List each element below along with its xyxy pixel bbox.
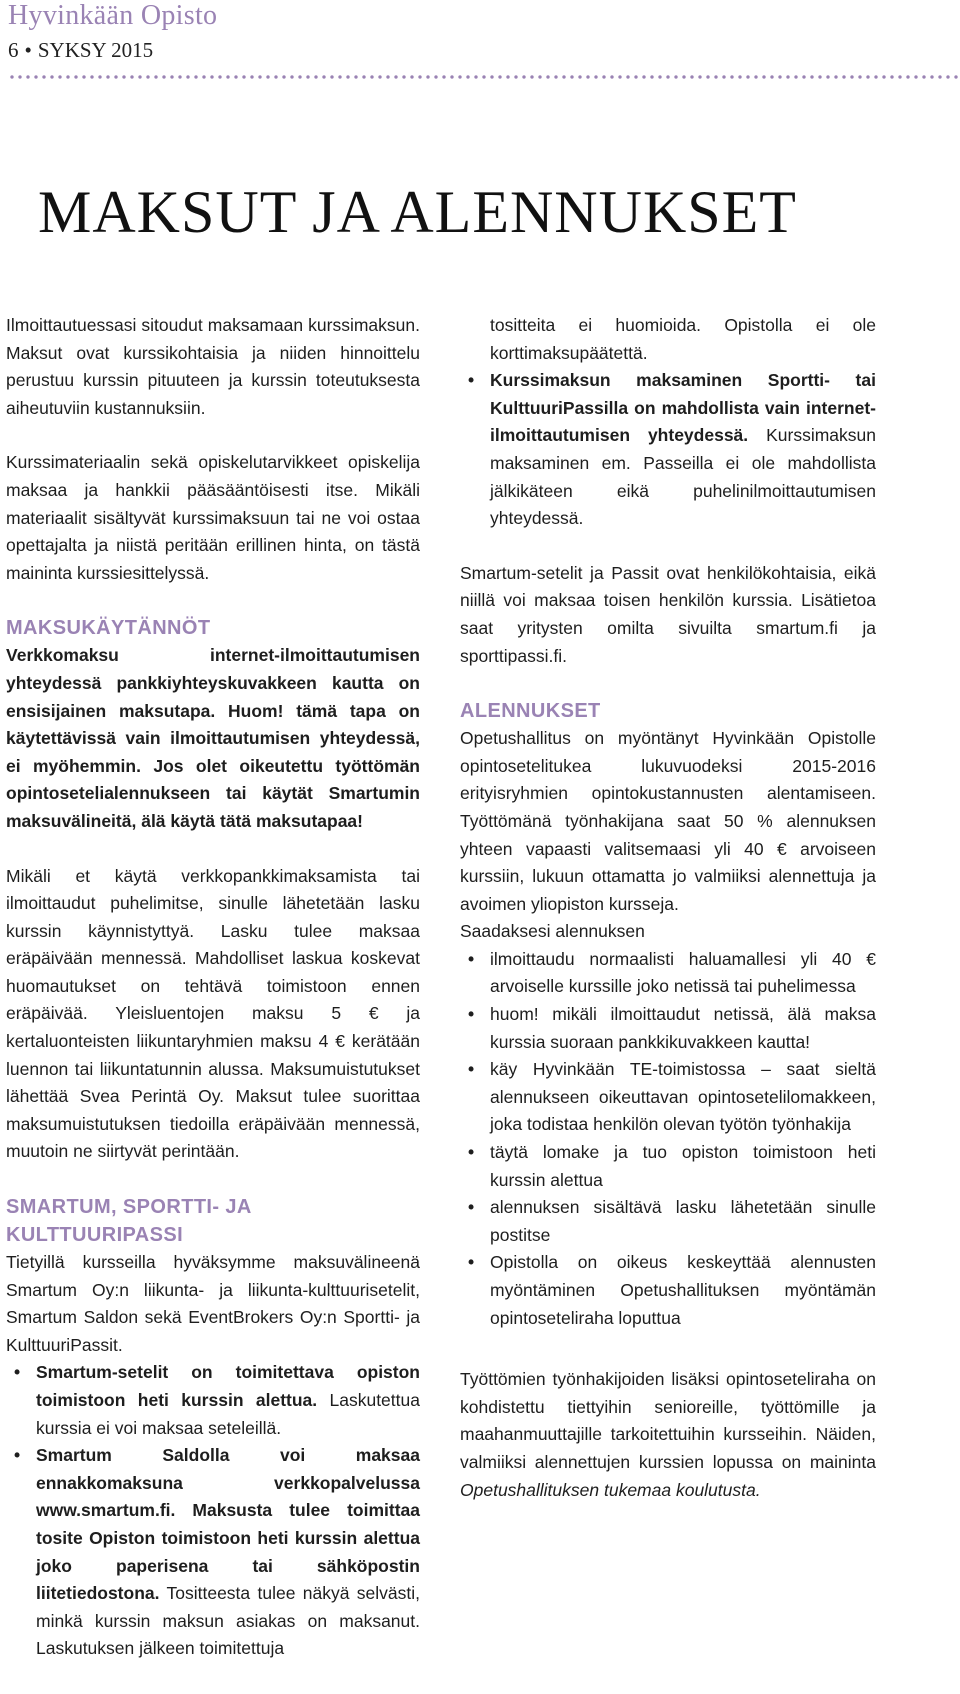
page-header [8,0,952,80]
dotted-divider [8,74,960,80]
bullet-bold-text: Smartum-setelit on toimitettava opiston toimistoon heti kurssin alettua. [36,1362,420,1410]
discount-steps-list [460,946,876,1332]
invoice-paragraph: Mikäli et käytä verkkopankkimaksamista tai ilmoittaudut puhelimitse, sinulle lähetetään lasku kurssin käynnistyttyä. Lasku tulee maksaa eräpäivään mennessä. Mahdolliset laskua koskevat huomautukset on tehtävä toimistoon ennen eräpäivää. Yleisluentojen maksu 5 € ja kertaluonteisten liikuntaryhmien maksu 4 € kerätään luennon tai liikuntatunnin alussa. Maksumuistutukset lähettää Svea Perintä Oy. Maksut tulee suorittaa maksumuistutuksen tiedoilla eräpäivään mennessä, muutoin ne siirtyvät perintään. [6,865,420,1162]
list-item [460,1249,876,1332]
bullet-text: Kurssimaksun maksaminen em. Passeilla ei ole mahdollista jälkikäteen eikä puhelinilmoittautumisen yhteydessä. [490,425,876,529]
bullet-icon: • [14,1362,21,1383]
smartum-personal-paragraph: Smartum-setelit ja Passit ovat henkilökohtaisia, eikä niillä voi maksaa toisen henkilön kurssia. Lisätietoa saat yritysten omilta sivuilta smartum.fi ja sporttipassi.fi. [460,562,876,666]
bullet-icon: • [468,1059,475,1080]
bullet-text: Laskutettua kurssia ei voi maksaa seteleillä. [36,1390,420,1438]
bullet-text: käy Hyvinkään TE-toimistossa – saat sieltä alennukseen oikeuttavan opintosetelilomakkeen, joka todistaa henkilön olevan työtön työnhakija [490,1059,876,1135]
bullet-icon: • [468,1197,475,1218]
right-column [460,312,876,1504]
bullet-icon: • [468,1252,475,1273]
list-item [6,1359,420,1442]
smartum-bullet-list [6,1359,420,1663]
closing-italic-text: Opetushallituksen tukemaa koulutusta. [460,1479,761,1500]
continued-bullet-list [460,312,876,533]
brand-name: Hyvinkään Opisto [8,0,218,31]
page-title: MAKSUT JA ALENNUKSET [38,179,797,245]
list-item [6,1442,420,1663]
list-item [460,946,876,1001]
heading-line-2: KULTTUURIPASSI [6,1224,184,1247]
bullet-text: huom! mikäli ilmoittaudut netissä, älä maksa kurssia suoraan pankkikuvakkeen kautta! [490,1004,876,1052]
bullet-text: Opistolla on oikeus keskeyttää alennusten myöntäminen Opetushallituksen myöntämän opintoseteliraha loputtua [490,1252,876,1328]
closing-paragraph [460,1366,876,1504]
payment-method-notice: Verkkomaksu internet-ilmoittautumisen yhteydessä pankkiyhteyskuvakkeen kautta on ensisijainen maksutapa. Huom! tämä tapa on käytettävissä vain ilmoittautumisen yhteydessä, ei myöhemmin. Jos olet oikeutettu työttömän opintosetelialennukseen tai käytät Smartumin maksuvälineitä, älä käytä tätä maksutapaa! [6,645,420,831]
section-heading-maksukaytannot: MAKSUKÄYTÄNNÖT [6,617,211,640]
bullet-icon: • [14,1445,21,1466]
bullet-bold-text: Smartum Saldolla voi maksaa ennakkomaksuna verkkopalvelussa www.smartum.fi. Maksusta tulee toimittaa tosite Opiston toimistoon heti kurssin alettua joko paperisena tai sähköpostin liitetiedostona. [36,1445,420,1604]
bullet-text: alennuksen sisältävä lasku lähetetään sinulle postitse [490,1197,876,1245]
bullet-text: ilmoittaudu normaalisti haluamallesi yli 40 € arvoiselle kurssille joko netissä tai puhelimessa [490,948,876,997]
page-number: 6 [8,38,19,62]
bullet-text: tositteita ei huomioida. Opistolla ei ole korttimaksupäätettä. [490,315,876,363]
list-item [460,1194,876,1249]
list-item [460,312,876,367]
section-heading-smartum [6,1193,420,1249]
intro-paragraph-2: Kurssimateriaalin sekä opiskelutarvikkeet opiskelija maksaa ja hankkii pääsääntöisesti itse. Mikäli materiaalit sisältyvät kurssimaksuun tai ne voi ostaa opettajalta ja niistä peritään erillinen hinta, on tästä maininta kurssiesittelyssä. [6,452,420,583]
bullet-icon: • [468,1142,475,1163]
season-label: SYKSY 2015 [37,38,154,62]
bullet-text: Tositteesta tulee näkyä selvästi, minkä kurssin maksun asiakas on maksanut. Laskutuksen jälkeen toimitettuja [36,1583,420,1659]
bullet-icon: • [468,370,475,391]
left-column [6,312,420,1663]
discount-paragraph: Opetushallitus on myöntänyt Hyvinkään Opistolle opintosetelitukea lukuvuodeksi 2015-2016 erityisryhmien opintokustannusten alentamiseen. Työttömänä työnhakijana saat 50 % alennuksen yhteen vapaasti valitsemaasi yli 40 € arvoiseen kurssiin, lukuun ottamatta jo valmiiksi alennettuja ja avoimen yliopiston kursseja. [460,728,876,914]
list-item [460,1056,876,1139]
issue-line [8,38,952,62]
intro-paragraph-1: Ilmoittautuessasi sitoudut maksamaan kurssimaksun. Maksut ovat kurssikohtaisia ja niiden hinnoittelu perustuu kurssin pituuteen ja kurssin toteutuksesta aiheutuviin kustannuksiin. [6,315,420,418]
smartum-intro: Tietyillä kursseilla hyväksymme maksuvälineenä Smartum Oy:n liikunta- ja liikunta-kulttuurisetelit, Smartum Saldon sekä EventBrokers Oy:n Sportti- ja KulttuuriPassit. [6,1252,420,1355]
heading-line-1: SMARTUM, SPORTTI- JA [6,1196,252,1219]
list-item [460,1139,876,1194]
list-item [460,367,876,533]
section-heading-alennukset: ALENNUKSET [460,700,601,723]
bullet-icon: • [468,948,475,969]
bullet-bold-text: Kurssimaksun maksaminen Sportti- tai KulttuuriPassilla on mahdollista vain internet-ilmoittautumisen yhteydessä. [490,370,876,446]
discount-intro: Saadaksesi alennuksen [460,921,645,942]
closing-text: Työttömien työnhakijoiden lisäksi opintoseteliraha on kohdistettu tiettyihin senioreille, työttömille ja maahanmuuttajille tarkoitettuihin kursseihin. Näiden, valmiiksi alennettujen kurssien lopussa on maininta [460,1369,876,1472]
bullet-text: täytä lomake ja tuo opiston toimistoon heti kurssin alettua [490,1142,876,1190]
separator: • [24,38,32,62]
list-item [460,1001,876,1056]
bullet-icon: • [468,1004,475,1025]
